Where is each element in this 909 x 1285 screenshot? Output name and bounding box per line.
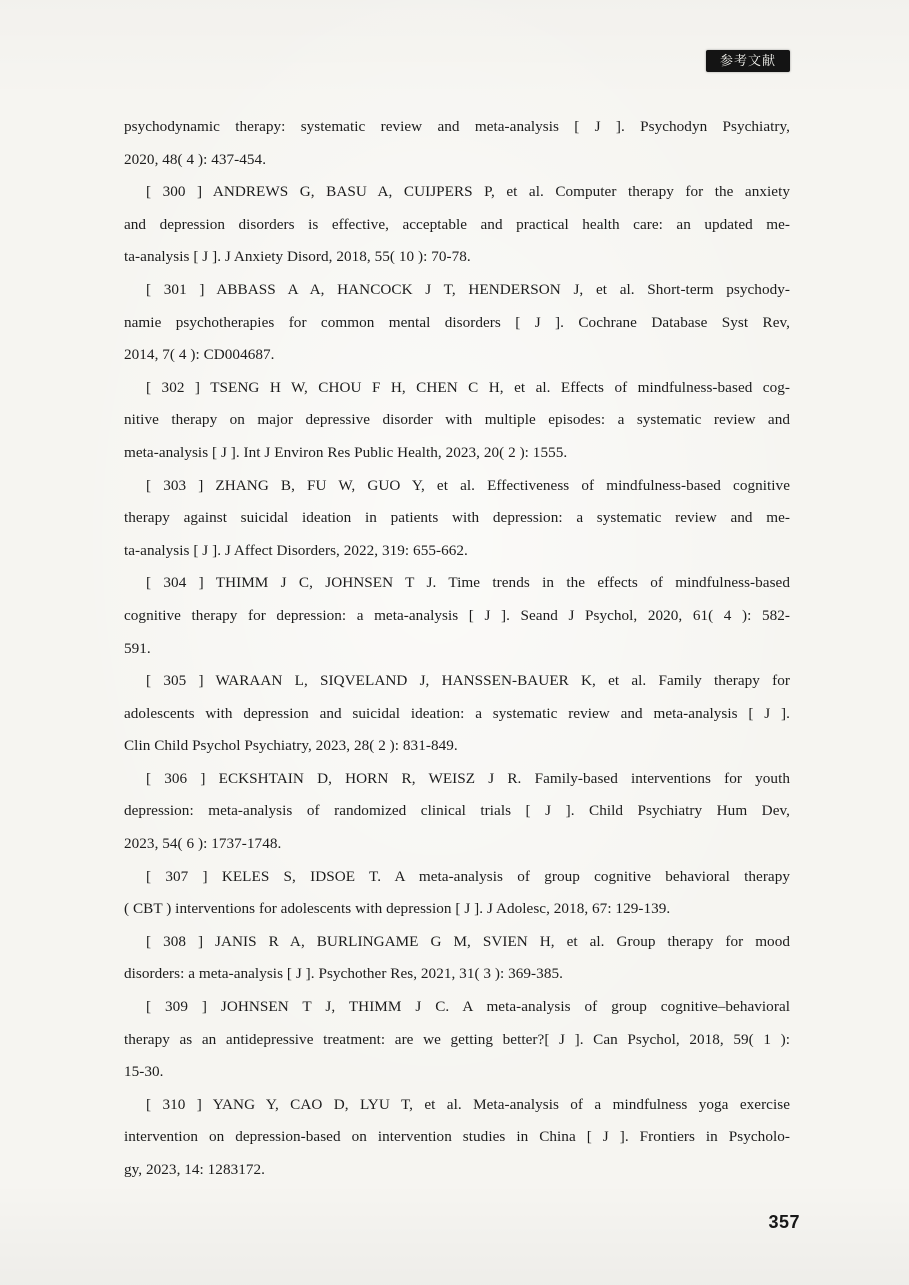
section-badge <box>706 50 790 72</box>
reference-line: and depression disorders is effective, acceptable and practical health care: an updated me- <box>124 215 790 233</box>
reference-line: 15-30. <box>124 1063 164 1081</box>
reference-line: 591. <box>124 639 151 657</box>
reference-entry <box>124 176 790 274</box>
reference-line: meta-analysis [ J ]. Int J Environ Res Public Health, 2023, 20( 2 ): 1555. <box>124 443 568 461</box>
references-list <box>124 111 790 1187</box>
reference-line: ta-analysis [ J ]. J Anxiety Disord, 2018, 55( 10 ): 70-78. <box>124 248 471 266</box>
reference-line: [ 305 ] WARAAN L, SIQVELAND J, HANSSEN-BAUER K, et al. Family therapy for <box>146 672 790 690</box>
reference-line: therapy as an antidepressive treatment: are we getting better?[ J ]. Can Psychol, 2018, 59( 1 ): <box>124 1030 790 1048</box>
reference-entry <box>124 470 790 568</box>
reference-entry <box>124 763 790 861</box>
reference-line: 2020, 48( 4 ): 437-454. <box>124 150 267 168</box>
reference-line: depression: meta-analysis of randomized clinical trials [ J ]. Child Psychiatry Hum Dev, <box>124 802 790 820</box>
reference-line: nitive therapy on major depressive disorder with multiple episodes: a systematic review and <box>124 411 790 429</box>
reference-line: ( CBT ) interventions for adolescents with depression [ J ]. J Adolesc, 2018, 67: 129-139. <box>124 900 671 918</box>
reference-entry <box>124 111 790 176</box>
reference-line: [ 309 ] JOHNSEN T J, THIMM J C. A meta-analysis of group cognitive–behavioral <box>146 998 790 1016</box>
reference-line: psychodynamic therapy: systematic review and meta-analysis [ J ]. Psychodyn Psychiatry, <box>124 118 790 135</box>
reference-entry <box>124 926 790 991</box>
reference-line: [ 310 ] YANG Y, CAO D, LYU T, et al. Meta-analysis of a mindfulness yoga exercise <box>146 1095 790 1113</box>
reference-line: Clin Child Psychol Psychiatry, 2023, 28( 2 ): 831-849. <box>124 737 458 755</box>
reference-line: [ 304 ] THIMM J C, JOHNSEN T J. Time trends in the effects of mindfulness-based <box>146 574 790 592</box>
reference-line: cognitive therapy for depression: a meta-analysis [ J ]. Seand J Psychol, 2020, 61( 4 ): 582- <box>124 606 790 624</box>
reference-line: adolescents with depression and suicidal ideation: a systematic review and meta-analysis [ J ]. <box>124 704 790 722</box>
reference-entry <box>124 861 790 926</box>
reference-line: [ 308 ] JANIS R A, BURLINGAME G M, SVIEN H, et al. Group therapy for mood <box>146 932 790 950</box>
reference-line: [ 306 ] ECKSHTAIN D, HORN R, WEISZ J R. Family-based interventions for youth <box>146 769 790 787</box>
section-badge-label: 参考文献 <box>719 53 776 69</box>
reference-entry <box>124 665 790 763</box>
reference-line: [ 301 ] ABBASS A A, HANCOCK J T, HENDERSON J, et al. Short-term psychody- <box>146 280 790 298</box>
reference-line: [ 303 ] ZHANG B, FU W, GUO Y, et al. Effectiveness of mindfulness-based cognitive <box>146 476 790 494</box>
reference-entry <box>124 372 790 470</box>
reference-line: intervention on depression-based on intervention studies in China [ J ]. Frontiers in Psycholo- <box>124 1128 790 1146</box>
reference-line: namie psychotherapies for common mental disorders [ J ]. Cochrane Database Syst Rev, <box>124 313 790 331</box>
reference-line: [ 307 ] KELES S, IDSOE T. A meta-analysis of group cognitive behavioral therapy <box>146 867 790 885</box>
reference-entry <box>124 991 790 1089</box>
reference-line: disorders: a meta-analysis [ J ]. Psychother Res, 2021, 31( 3 ): 369-385. <box>124 965 563 983</box>
reference-line: [ 300 ] ANDREWS G, BASU A, CUIJPERS P, et al. Computer therapy for the anxiety <box>146 183 790 201</box>
reference-entry <box>124 274 790 372</box>
reference-entry <box>124 1089 790 1187</box>
reference-entry <box>124 567 790 665</box>
page-number: 357 <box>768 1212 800 1232</box>
reference-line: 2023, 54( 6 ): 1737-1748. <box>124 835 282 853</box>
reference-line: gy, 2023, 14: 1283172. <box>124 1161 266 1178</box>
reference-line: 2014, 7( 4 ): CD004687. <box>124 346 275 364</box>
reference-line: ta-analysis [ J ]. J Affect Disorders, 2022, 319: 655-662. <box>124 541 468 559</box>
reference-line: [ 302 ] TSENG H W, CHOU F H, CHEN C H, et al. Effects of mindfulness-based cog- <box>146 378 790 396</box>
reference-line: therapy against suicidal ideation in patients with depression: a systematic review and me- <box>124 509 790 527</box>
